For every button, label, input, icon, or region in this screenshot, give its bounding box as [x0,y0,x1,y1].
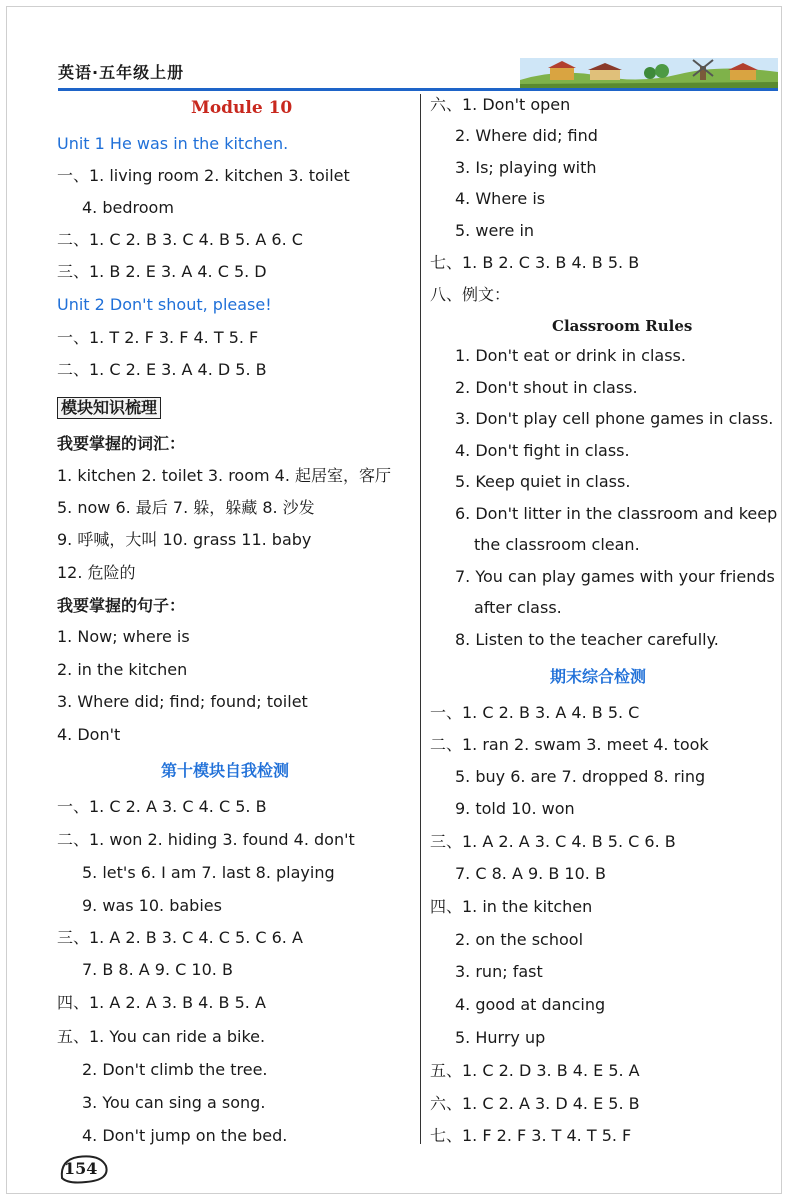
column-divider [420,94,421,1144]
essay-line: 6. Don't litter in the classroom and keep [455,504,778,523]
selftest-title: 第十模块自我检测 [161,761,290,780]
answer-line: 二、1. C 2. E 3. A 4. D 5. B [57,360,267,379]
answer-line: 五、1. You can ride a bike. [57,1027,266,1046]
answer-line: 二、1. won 2. hiding 3. found 4. don't [57,830,355,849]
answer-line: 9. told 10. won [455,799,575,818]
answer-line: 3. Is; playing with [455,158,597,177]
answer-line: 5. let's 6. I am 7. last 8. playing [82,863,335,882]
answer-line: 八、例文： [430,285,511,304]
answer-line: 七、1. F 2. F 3. T 4. T 5. F [430,1126,632,1145]
essay-line: 4. Don't fight in class. [455,441,630,460]
sentence-line: 1. Now; where is [57,627,190,646]
answer-line: 二、1. ran 2. swam 3. meet 4. took [430,735,709,754]
answer-line: 3. run; fast [455,962,543,981]
answer-line: 三、1. A 2. B 3. C 4. C 5. C 6. A [57,928,303,947]
essay-line: 5. Keep quiet in class. [455,472,631,491]
answer-line: 2. Don't climb the tree. [82,1060,268,1079]
answer-line: 四、1. A 2. A 3. B 4. B 5. A [57,993,266,1012]
unit1-title: Unit 1 He was in the kitchen. [57,134,289,153]
answer-line: 5. were in [455,221,535,240]
answer-line: 5. Hurry up [455,1028,546,1047]
vocab-line: 12. 危险的 [57,563,136,582]
answer-line: 一、1. C 2. A 3. C 4. C 5. B [57,797,267,816]
essay-line: after class. [474,598,562,617]
vocab-heading: 我要掌握的词汇： [57,434,186,453]
sentence-line: 2. in the kitchen [57,660,188,679]
answer-line: 七、1. B 2. C 3. B 4. B 5. B [430,253,640,272]
answer-line: 2. Where did; find [455,126,598,145]
header-banner-illustration [520,58,778,88]
summary-box-heading: 模块知识梳理 [57,397,161,419]
final-test-title: 期末综合检测 [550,667,647,686]
answer-line: 一、1. T 2. F 3. F 4. T 5. F [57,328,259,347]
answer-line: 7. B 8. A 9. C 10. B [82,960,233,979]
essay-line: 3. Don't play cell phone games in class. [455,409,774,428]
answer-line: 五、1. C 2. D 3. B 4. E 5. A [430,1061,640,1080]
answer-line: 7. C 8. A 9. B 10. B [455,864,606,883]
module-title: Module 10 [191,98,293,118]
vocab-line: 9. 呼喊，大叫 10. grass 11. baby [57,530,312,549]
essay-line: 7. You can play games with your friends [455,567,775,586]
vocab-line: 5. now 6. 最后 7. 躲，躲藏 8. 沙发 [57,498,315,517]
answer-line: 二、1. C 2. B 3. C 4. B 5. A 6. C [57,230,303,249]
answer-line: 4. Don't jump on the bed. [82,1126,288,1145]
book-title: 英语·五年级上册 [58,63,185,82]
essay-line: 1. Don't eat or drink in class. [455,346,686,365]
answer-line: 5. buy 6. are 7. dropped 8. ring [455,767,706,786]
essay-line: 2. Don't shout in class. [455,378,638,397]
answer-line: 3. You can sing a song. [82,1093,266,1112]
answer-line: 三、1. A 2. A 3. C 4. B 5. C 6. B [430,832,676,851]
header-rule [58,88,778,91]
answer-line: 四、1. in the kitchen [430,897,593,916]
answer-line: 一、1. C 2. B 3. A 4. B 5. C [430,703,640,722]
answer-line: 六、1. C 2. A 3. D 4. E 5. B [430,1094,640,1113]
essay-title: Classroom Rules [552,317,693,335]
sentence-line: 4. Don't [57,725,121,744]
answer-line: 9. was 10. babies [82,896,222,915]
answer-line: 4. good at dancing [455,995,606,1014]
essay-line: 8. Listen to the teacher carefully. [455,630,719,649]
unit2-title: Unit 2 Don't shout, please! [57,295,272,314]
page-number: 154 [64,1159,98,1178]
sentence-heading: 我要掌握的句子： [57,596,186,615]
vocab-line: 1. kitchen 2. toilet 3. room 4. 起居室，客厅 [57,466,392,485]
page-header [58,58,778,94]
essay-line: the classroom clean. [474,535,640,554]
answer-line: 4. bedroom [82,198,174,217]
answer-line: 2. on the school [455,930,584,949]
answer-line: 一、1. living room 2. kitchen 3. toilet [57,166,350,185]
answer-line: 4. Where is [455,189,546,208]
answer-line: 六、1. Don't open [430,95,571,114]
sentence-line: 3. Where did; find; found; toilet [57,692,308,711]
answer-line: 三、1. B 2. E 3. A 4. C 5. D [57,262,267,281]
page-number-badge [56,1152,110,1186]
